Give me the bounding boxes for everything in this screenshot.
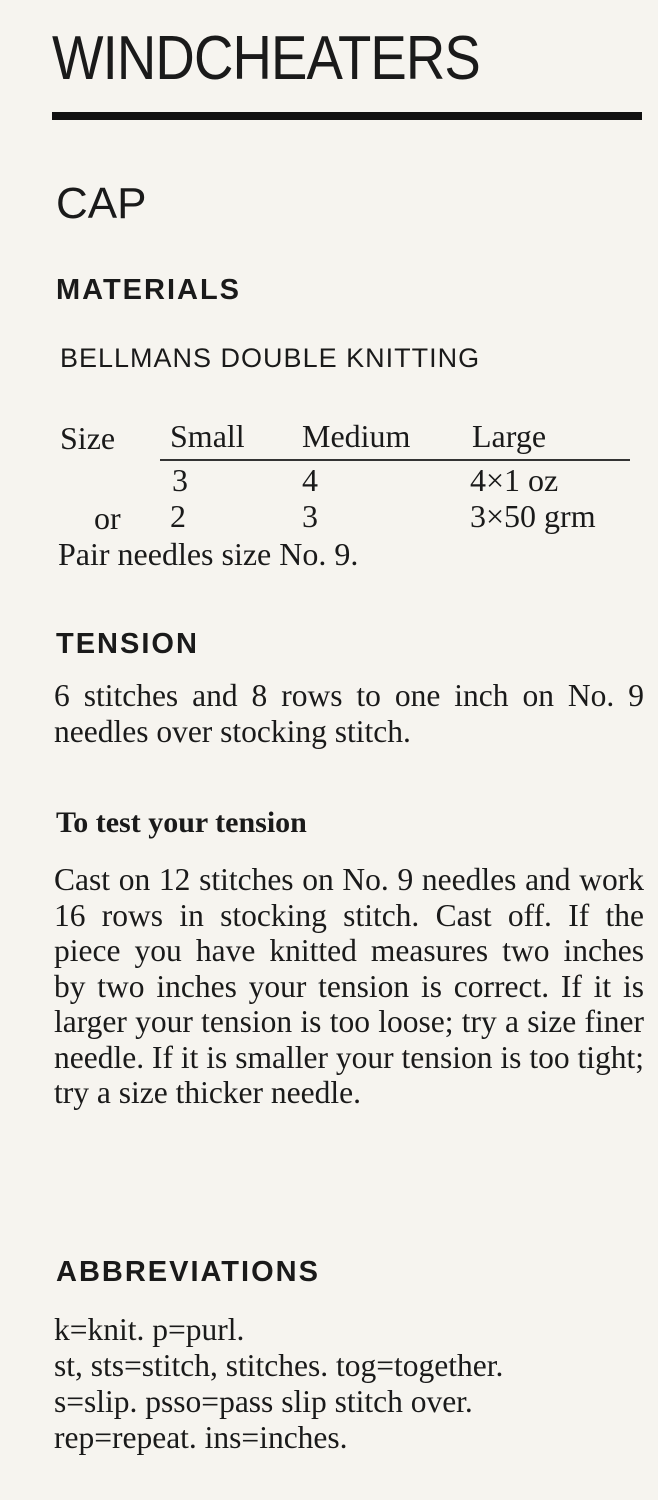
yarn-name: BELLMANS DOUBLE KNITTING <box>60 343 481 373</box>
size-label: Size <box>60 420 116 456</box>
tension-heading: TENSION <box>56 628 199 660</box>
tension-text: 6 stitches and 8 rows to one inch on No. 9 needles over stocking stitch. <box>54 678 644 749</box>
abbreviation-line: rep=repeat. ins=inches. <box>54 1420 348 1455</box>
row2-large: 3×50 grm <box>470 498 596 534</box>
size-header-large: Large <box>472 418 547 454</box>
row2-prefix: or <box>94 500 121 536</box>
size-table <box>0 410 658 590</box>
row1-large: 4×1 oz <box>470 462 559 498</box>
row1-small: 3 <box>172 462 188 498</box>
size-header-rule <box>160 459 630 461</box>
section-title-cap: CAP <box>56 179 147 228</box>
size-header-small: Small <box>170 418 245 454</box>
title-rule <box>52 112 642 120</box>
abbreviation-line: s=slip. psso=pass slip stitch over. <box>54 1384 473 1419</box>
page-title: WINDCHEATERS <box>52 24 480 93</box>
row1-medium: 4 <box>302 462 318 498</box>
abbreviation-line: st, sts=stitch, stitches. tog=together. <box>54 1348 504 1383</box>
test-tension-text: Cast on 12 stitches on No. 9 needles and work 16 rows in stocking stitch. Cast off. If the piece you have knitted measures two inches by two inches your tension is correct. If it is larger your tension is too loose; try a size finer needle. If it is smaller your tension is too tight; try a size thicker needle. <box>54 862 644 1110</box>
needles-line: Pair needles size No. 9. <box>58 536 359 572</box>
materials-heading: MATERIALS <box>56 274 242 306</box>
abbreviations-list <box>54 1312 654 1456</box>
row2-medium: 3 <box>302 498 318 534</box>
abbreviations-heading: ABBREVIATIONS <box>56 1256 320 1288</box>
abbreviation-line: k=knit. p=purl. <box>54 1312 245 1347</box>
row2-small: 2 <box>170 498 186 534</box>
size-header-medium: Medium <box>302 418 411 454</box>
test-tension-heading: To test your tension <box>56 806 307 839</box>
